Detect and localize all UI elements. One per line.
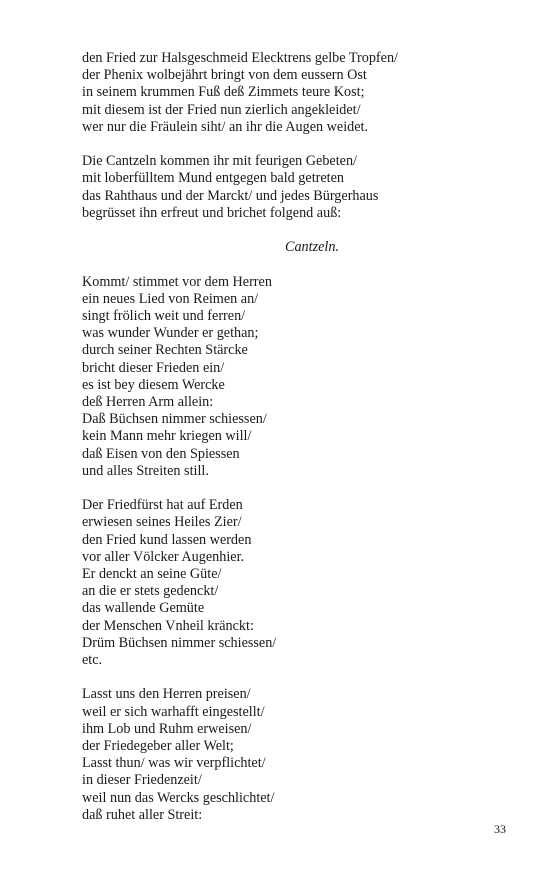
verse-line: ein neues Lied von Reimen an/ — [82, 290, 259, 307]
stanza — [82, 153, 522, 222]
verse-line: kein Mann mehr kriegen will/ — [82, 428, 252, 445]
verse-line: Der Friedfürst hat auf Erden — [82, 497, 243, 514]
verse-line: Lasst uns den Herren preisen/ — [82, 686, 251, 703]
stanzas-after — [82, 274, 522, 824]
stanzas-before — [82, 50, 522, 222]
verse-line: in seinem krummen Fuß deß Zimmets teure Kost; — [82, 84, 365, 101]
verse-line: erwiesen seines Heiles Zier/ — [82, 514, 242, 531]
verse-line: der Phenix wolbejährt bringt von dem eussern Ost — [82, 67, 367, 84]
verse-line: singt frölich weit und ferren/ — [82, 308, 246, 324]
verse-line: an die er stets gedenckt/ — [82, 583, 219, 600]
page-number: 33 — [494, 822, 506, 836]
stanza — [82, 686, 522, 824]
verse-line: Daß Büchsen nimmer schiessen/ — [82, 411, 267, 428]
verse-line: den Fried zur Halsgeschmeid Elecktrens gelbe Tropfen/ — [82, 50, 398, 66]
verse-line: der Menschen Vnheil kränckt: — [82, 617, 254, 634]
verse-line: begrüsset ihn erfreut und brichet folgend auß: — [82, 204, 342, 221]
verse-line: etc. — [82, 652, 103, 669]
verse-line: Er denckt an seine Güte/ — [82, 566, 222, 583]
section-heading: Cantzeln. — [285, 239, 339, 256]
verse-line: ihm Lob und Ruhm erweisen/ — [82, 720, 252, 737]
verse-line: deß Herren Arm allein: — [82, 394, 214, 411]
verse-line: weil er sich warhafft eingestellt/ — [82, 703, 265, 720]
verse-line: das Rahthaus und der Marckt/ und jedes Bürgerhaus — [82, 187, 379, 204]
verse-line: weil nun das Wercks geschlichtet/ — [82, 789, 275, 806]
verse-line: das wallende Gemüte — [82, 600, 205, 617]
verse-line: Kommt/ stimmet vor dem Herren — [82, 273, 272, 290]
verse-line: es ist bey diesem Wercke — [82, 376, 225, 393]
stanza — [82, 50, 522, 136]
verse-line: daß ruhet aller Streit: — [82, 806, 203, 823]
verse-line: und alles Streiten still. — [82, 462, 209, 479]
verse-line: den Fried kund lassen werden — [82, 531, 252, 548]
verse-line: daß Eisen von den Spiessen — [82, 445, 240, 462]
verse-line: was wunder Wunder er gethan; — [82, 325, 259, 342]
verse-line: durch seiner Rechten Stärcke — [82, 342, 248, 359]
poem-text — [82, 50, 522, 841]
verse-line: in dieser Friedenzeit/ — [82, 772, 202, 789]
verse-line: Drüm Büchsen nimmer schiessen/ — [82, 634, 277, 651]
verse-line: der Friedegeber aller Welt; — [82, 738, 234, 755]
stanza — [82, 274, 522, 480]
verse-line: Lasst thun/ was wir verpflichtet/ — [82, 755, 266, 772]
verse-line: vor aller Völcker Augenhier. — [82, 548, 245, 565]
verse-line: mit loberfülltem Mund entgegen bald getreten — [82, 170, 344, 187]
stanza — [82, 497, 522, 669]
verse-line: wer nur die Fräulein siht/ an ihr die Augen weidet. — [82, 118, 369, 135]
verse-line: mit diesem ist der Fried nun zierlich angekleidet/ — [82, 101, 361, 118]
verse-line: Die Cantzeln kommen ihr mit feurigen Gebeten/ — [82, 153, 357, 170]
verse-line: bricht dieser Frieden ein/ — [82, 359, 225, 376]
